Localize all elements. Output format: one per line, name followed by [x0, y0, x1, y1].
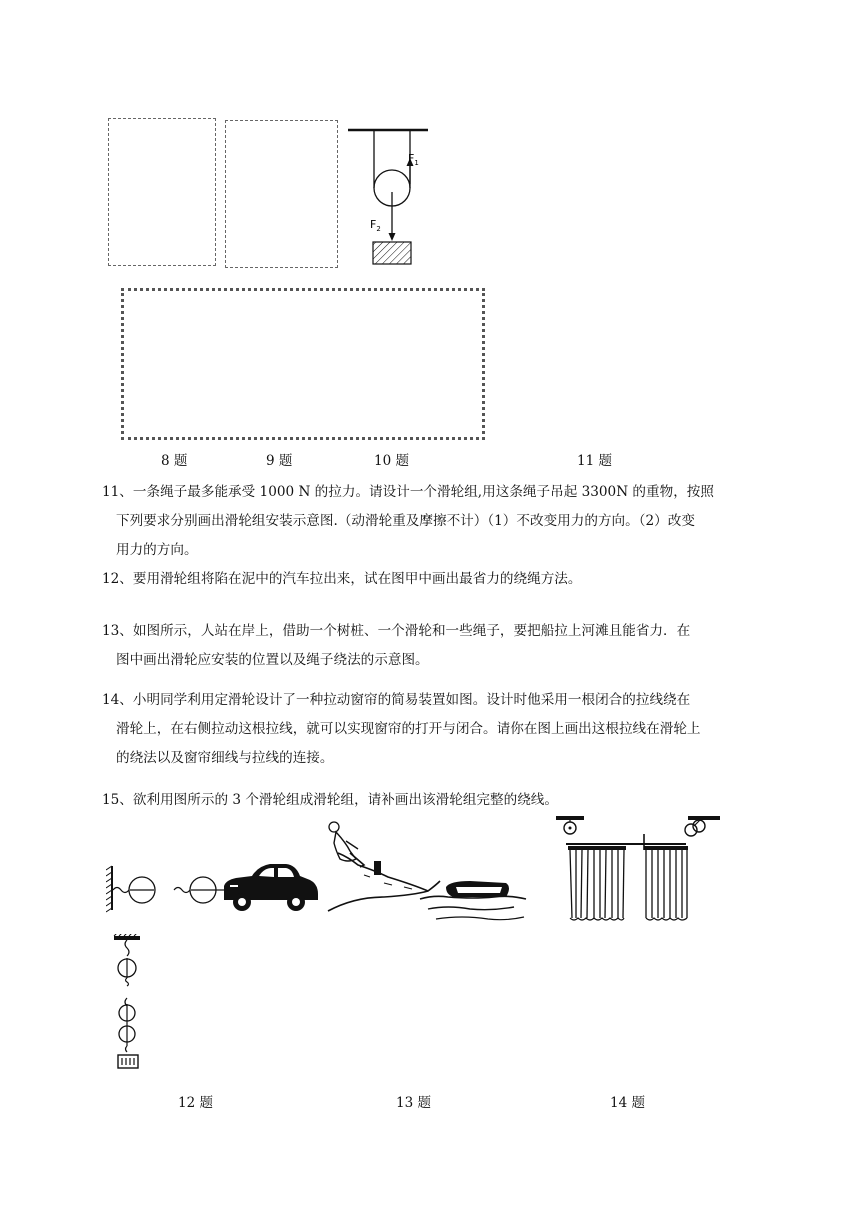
question-15: 15、欲利用图所示的 3 个滑轮组成滑轮组，请补画出该滑轮组完整的绕线。	[102, 792, 558, 808]
caption-8: 8 题	[161, 453, 188, 469]
force-label-f1: $F_1$	[408, 152, 419, 167]
caption-10: 10 题	[374, 453, 409, 469]
car-pulley-figure-12	[106, 858, 320, 918]
caption-14: 14 题	[610, 1095, 645, 1111]
answer-box-11	[121, 288, 485, 440]
question-14: 14、小明同学利用定滑轮设计了一种拉动窗帘的简易装置如图。设计时他采用一根闭合的拉线绕在 滑轮上，在右侧拉动这根拉线，就可以实现窗帘的打开与闭合。请你在图上画出这根拉线在滑轮上 的绕法以及窗帘细线与拉线的连接。	[102, 692, 701, 766]
pulley-set-figure-15	[106, 934, 146, 1074]
caption-9: 9 题	[266, 453, 293, 469]
question-11: 11、一条绳子最多能承受 1000 N 的拉力。请设计一个滑轮组,用这条绳子吊起 3300N 的重物，按照 下列要求分别画出滑轮组安装示意图.（动滑轮重及摩擦不计）（1）不改变用力的方向。（2）改变 用力的方向。	[102, 484, 714, 558]
caption-11: 11 题	[577, 453, 612, 469]
caption-12: 12 题	[178, 1095, 213, 1111]
question-12: 12、要用滑轮组将陷在泥中的汽车拉出来，试在图甲中画出最省力的绕绳方法。	[102, 571, 582, 587]
pulley-figure-10	[340, 122, 440, 272]
force-label-f2: $F_2$	[370, 218, 381, 233]
bank-boat-figure-13	[324, 815, 530, 925]
curtain-figure-14	[554, 814, 724, 926]
caption-13: 13 题	[396, 1095, 431, 1111]
question-13: 13、如图所示，人站在岸上，借助一个树桩、一个滑轮和一些绳子，要把船拉上河滩且能省力．在 图中画出滑轮应安装的位置以及绳子绕法的示意图。	[102, 623, 691, 668]
answer-box-9	[225, 120, 338, 268]
answer-box-8	[108, 118, 216, 266]
